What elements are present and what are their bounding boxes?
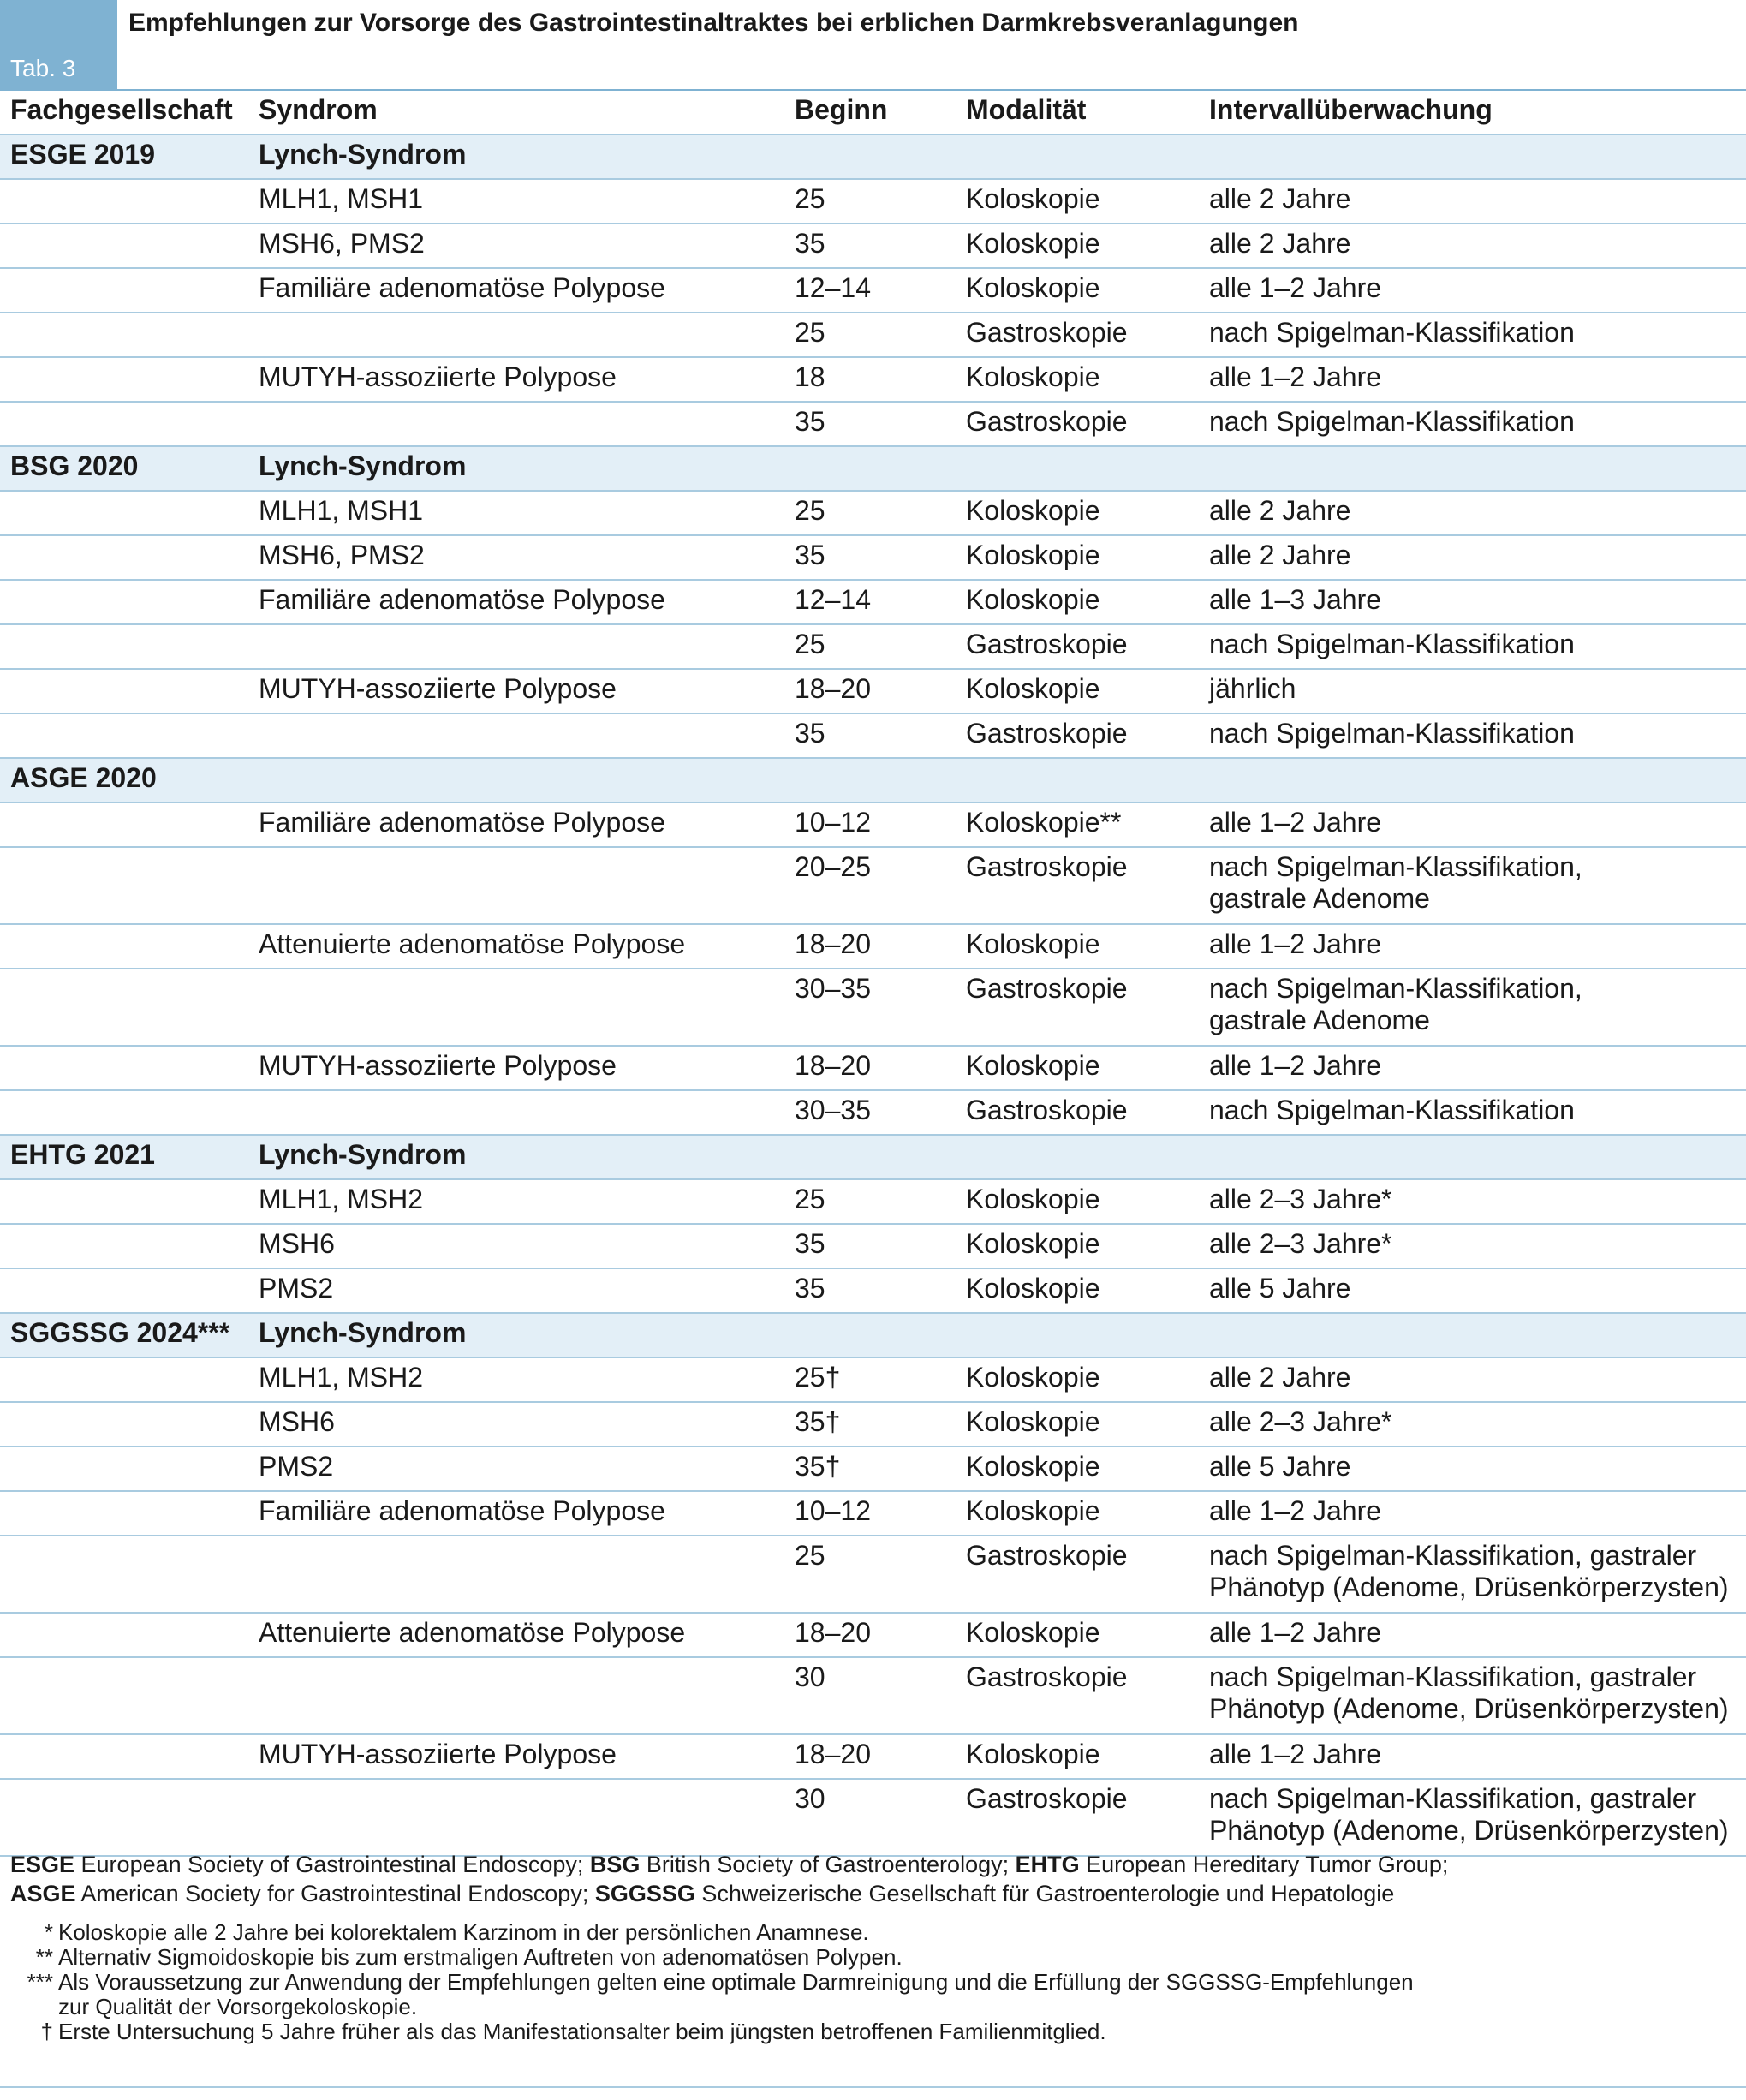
cell-modality: Gastroskopie (956, 1536, 1199, 1613)
cell-interval: nach Spigelman-Klassifikation (1199, 402, 1746, 446)
footnote-marker: ** (35, 1944, 53, 1970)
cell-syndrome: MSH6, PMS2 (248, 224, 784, 268)
cell-interval: alle 2–3 Jahre* (1199, 1402, 1746, 1447)
cell-interval: alle 2 Jahre (1199, 491, 1746, 535)
table-row (0, 802, 1746, 847)
table-group-row (0, 1313, 1746, 1357)
table-group-row (0, 446, 1746, 491)
cell-modality: Koloskopie (956, 1734, 1199, 1779)
cell-syndrome: MUTYH-assoziierte Polypose (248, 1734, 784, 1779)
cell-start: 30 (784, 1657, 956, 1734)
footnote (10, 1970, 1414, 2019)
table-header-row (0, 91, 1746, 134)
footnote-text: Koloskopie alle 2 Jahre bei kolorektalem Karzinom in der persönlichen Anamnese. (58, 1919, 869, 1945)
cell-modality: Koloskopie (956, 535, 1199, 580)
cell-interval (1199, 134, 1746, 179)
cell-modality: Koloskopie (956, 1268, 1199, 1313)
cell-society (0, 313, 248, 357)
cell-society (0, 580, 248, 624)
table-row (0, 1224, 1746, 1268)
cell-syndrome: MLH1, MSH2 (248, 1357, 784, 1402)
cell-society: BSG 2020 (0, 446, 248, 491)
table-row (0, 1734, 1746, 1779)
cell-modality: Koloskopie (956, 1402, 1199, 1447)
cell-society (0, 1779, 248, 1856)
cell-syndrome: Attenuierte adenomatöse Polypose (248, 924, 784, 969)
cell-society (0, 1734, 248, 1779)
cell-modality: Gastroskopie (956, 313, 1199, 357)
cell-start (784, 1135, 956, 1179)
cell-interval: nach Spigelman-Klassifikation, gastrale Adenome (1199, 847, 1746, 924)
cell-start: 25 (784, 491, 956, 535)
cell-start: 18–20 (784, 1613, 956, 1657)
cell-modality: Koloskopie (956, 1179, 1199, 1224)
cell-syndrome (248, 713, 784, 758)
header-start: Beginn (784, 91, 956, 134)
cell-interval: nach Spigelman-Klassifikation (1199, 313, 1746, 357)
table-row (0, 1402, 1746, 1447)
cell-interval: alle 2 Jahre (1199, 535, 1746, 580)
cell-interval: nach Spigelman-Klassifikation (1199, 624, 1746, 669)
cell-society (0, 1657, 248, 1734)
cell-society: ASGE 2020 (0, 758, 248, 802)
cell-syndrome (248, 402, 784, 446)
bottom-divider (0, 2086, 1746, 2088)
cell-interval: alle 1–2 Jahre (1199, 1613, 1746, 1657)
cell-start: 25 (784, 1179, 956, 1224)
cell-society (0, 535, 248, 580)
cell-society (0, 402, 248, 446)
footnote-text: Erste Untersuchung 5 Jahre früher als das Manifestationsalter beim jüngsten betroffenen Familienmitglied. (58, 2019, 1106, 2044)
cell-syndrome: Familiäre adenomatöse Polypose (248, 268, 784, 313)
cell-modality: Gastroskopie (956, 969, 1199, 1046)
footnote-marker: † (40, 2019, 53, 2044)
cell-syndrome: MUTYH-assoziierte Polypose (248, 1046, 784, 1090)
cell-start (784, 134, 956, 179)
footnote-text: Alternativ Sigmoidoskopie bis zum erstmaligen Auftreten von adenomatösen Polypen. (58, 1944, 903, 1970)
cell-start: 35† (784, 1402, 956, 1447)
header-modality: Modalität (956, 91, 1199, 134)
cell-modality (956, 1135, 1199, 1179)
table-row (0, 1447, 1746, 1491)
table-group-row (0, 134, 1746, 179)
cell-start: 35 (784, 224, 956, 268)
table-number-badge (0, 0, 117, 89)
cell-syndrome: Familiäre adenomatöse Polypose (248, 1491, 784, 1536)
cell-syndrome (248, 847, 784, 924)
table-body (0, 134, 1746, 1856)
cell-modality (956, 1313, 1199, 1357)
cell-modality: Gastroskopie (956, 1090, 1199, 1135)
cell-modality: Gastroskopie (956, 847, 1199, 924)
table-row (0, 1491, 1746, 1536)
cell-syndrome: Lynch-Syndrom (248, 134, 784, 179)
cell-syndrome (248, 1657, 784, 1734)
cell-start: 30–35 (784, 1090, 956, 1135)
abbreviation-term: ASGE (10, 1881, 76, 1906)
table-row (0, 313, 1746, 357)
cell-start: 35 (784, 713, 956, 758)
abbreviation-term: SGGSSG (594, 1881, 695, 1906)
cell-modality: Koloskopie (956, 580, 1199, 624)
table-row (0, 1536, 1746, 1613)
cell-interval (1199, 1313, 1746, 1357)
cell-society (0, 1090, 248, 1135)
cell-society (0, 1357, 248, 1402)
cell-modality: Koloskopie (956, 924, 1199, 969)
cell-start: 20–25 (784, 847, 956, 924)
cell-society (0, 179, 248, 224)
cell-interval: alle 1–2 Jahre (1199, 357, 1746, 402)
cell-interval: alle 2 Jahre (1199, 1357, 1746, 1402)
cell-interval (1199, 446, 1746, 491)
header-syndrome: Syndrom (248, 91, 784, 134)
table-group-row (0, 758, 1746, 802)
cell-interval: alle 1–2 Jahre (1199, 802, 1746, 847)
footnote-marker: *** (27, 1969, 53, 1995)
cell-syndrome: Attenuierte adenomatöse Polypose (248, 1613, 784, 1657)
cell-interval: nach Spigelman-Klassifikation, gastraler Phänotyp (Adenome, Drüsenkörperzysten) (1199, 1536, 1746, 1613)
cell-modality: Gastroskopie (956, 713, 1199, 758)
table-row (0, 1613, 1746, 1657)
cell-modality: Koloskopie (956, 1224, 1199, 1268)
abbreviation-term: ESGE (10, 1852, 75, 1877)
abbreviation-definition: American Society for Gastrointestinal Endoscopy; (75, 1881, 595, 1906)
table-row (0, 624, 1746, 669)
cell-society: SGGSSG 2024*** (0, 1313, 248, 1357)
cell-syndrome: MLH1, MSH1 (248, 491, 784, 535)
cell-start: 35 (784, 535, 956, 580)
table-row (0, 268, 1746, 313)
cell-modality: Koloskopie (956, 1046, 1199, 1090)
cell-interval: nach Spigelman-Klassifikation, gastraler Phänotyp (Adenome, Drüsenkörperzysten) (1199, 1657, 1746, 1734)
table-row (0, 1268, 1746, 1313)
table-number-label: Tab. 3 (10, 55, 76, 81)
footnote (10, 2019, 1414, 2044)
cell-society (0, 669, 248, 713)
cell-interval: alle 1–2 Jahre (1199, 1046, 1746, 1090)
recommendations-table (0, 91, 1746, 1857)
cell-modality: Koloskopie (956, 1447, 1199, 1491)
cell-start (784, 758, 956, 802)
cell-syndrome: MUTYH-assoziierte Polypose (248, 669, 784, 713)
table-row (0, 1046, 1746, 1090)
cell-society (0, 1447, 248, 1491)
footnotes (10, 1920, 1414, 2044)
table-row (0, 969, 1746, 1046)
table-row (0, 224, 1746, 268)
cell-start: 18–20 (784, 1734, 956, 1779)
cell-start: 18–20 (784, 1046, 956, 1090)
footnote-text: Als Voraussetzung zur Anwendung der Empfehlungen gelten eine optimale Darmreinigung und die Erfüllung der SGGSSG-Empfehlungen zur Qualität der Vorsorgekoloskopie. (58, 1969, 1414, 2019)
cell-start: 25 (784, 313, 956, 357)
abbreviation-term: BSG (589, 1852, 641, 1877)
abbreviation-definition: British Society of Gastroenterology; (640, 1852, 1016, 1877)
table-row (0, 1090, 1746, 1135)
table-group-row (0, 1135, 1746, 1179)
table-row (0, 924, 1746, 969)
table-row (0, 580, 1746, 624)
cell-modality: Koloskopie (956, 1613, 1199, 1657)
cell-interval: nach Spigelman-Klassifikation (1199, 1090, 1746, 1135)
cell-start: 25 (784, 179, 956, 224)
cell-modality: Koloskopie (956, 357, 1199, 402)
cell-interval: alle 1–2 Jahre (1199, 924, 1746, 969)
cell-modality: Gastroskopie (956, 1779, 1199, 1856)
cell-syndrome: Lynch-Syndrom (248, 446, 784, 491)
cell-interval: alle 1–2 Jahre (1199, 1734, 1746, 1779)
cell-syndrome: Familiäre adenomatöse Polypose (248, 802, 784, 847)
cell-modality (956, 446, 1199, 491)
cell-society (0, 1613, 248, 1657)
cell-society (0, 1046, 248, 1090)
cell-interval: alle 1–2 Jahre (1199, 1491, 1746, 1536)
cell-modality: Koloskopie (956, 491, 1199, 535)
cell-interval: alle 2–3 Jahre* (1199, 1179, 1746, 1224)
cell-syndrome: MUTYH-assoziierte Polypose (248, 357, 784, 402)
cell-interval: alle 2 Jahre (1199, 179, 1746, 224)
abbreviation-definition: European Society of Gastrointestinal Endoscopy; (74, 1852, 590, 1877)
cell-start: 25† (784, 1357, 956, 1402)
cell-syndrome: MLH1, MSH2 (248, 1179, 784, 1224)
table-row (0, 402, 1746, 446)
footnote-marker: * (44, 1919, 53, 1945)
footnote (10, 1945, 1414, 1970)
cell-society (0, 224, 248, 268)
cell-start (784, 1313, 956, 1357)
table-row (0, 357, 1746, 402)
table-row (0, 1779, 1746, 1856)
table-row (0, 1357, 1746, 1402)
cell-modality: Koloskopie (956, 669, 1199, 713)
cell-start: 12–14 (784, 580, 956, 624)
cell-start: 30–35 (784, 969, 956, 1046)
cell-society (0, 969, 248, 1046)
cell-start: 35 (784, 1224, 956, 1268)
cell-society: ESGE 2019 (0, 134, 248, 179)
table-row (0, 491, 1746, 535)
cell-society (0, 624, 248, 669)
cell-society (0, 268, 248, 313)
cell-interval: jährlich (1199, 669, 1746, 713)
cell-syndrome: Familiäre adenomatöse Polypose (248, 580, 784, 624)
cell-start: 12–14 (784, 268, 956, 313)
cell-syndrome (248, 758, 784, 802)
cell-start: 35† (784, 1447, 956, 1491)
cell-syndrome (248, 1536, 784, 1613)
cell-syndrome: Lynch-Syndrom (248, 1135, 784, 1179)
cell-start: 35 (784, 1268, 956, 1313)
table-row (0, 847, 1746, 924)
cell-society (0, 491, 248, 535)
cell-syndrome: PMS2 (248, 1268, 784, 1313)
abbreviation-term: EHTG (1015, 1852, 1080, 1877)
abbreviations-line-1 (10, 1850, 1448, 1879)
cell-interval: nach Spigelman-Klassifikation (1199, 713, 1746, 758)
cell-society (0, 924, 248, 969)
cell-start (784, 446, 956, 491)
cell-society (0, 1536, 248, 1613)
cell-syndrome (248, 969, 784, 1046)
cell-syndrome (248, 1090, 784, 1135)
cell-modality: Koloskopie (956, 224, 1199, 268)
cell-modality: Koloskopie (956, 1357, 1199, 1402)
abbreviations-line-2 (10, 1879, 1448, 1908)
cell-modality: Koloskopie (956, 1491, 1199, 1536)
cell-start: 25 (784, 624, 956, 669)
cell-modality: Gastroskopie (956, 1657, 1199, 1734)
cell-society (0, 802, 248, 847)
cell-syndrome: MLH1, MSH1 (248, 179, 784, 224)
cell-start: 10–12 (784, 802, 956, 847)
header-society: Fachgesellschaft (0, 91, 248, 134)
cell-modality: Koloskopie (956, 179, 1199, 224)
table-row (0, 713, 1746, 758)
cell-interval: alle 5 Jahre (1199, 1447, 1746, 1491)
cell-society (0, 1179, 248, 1224)
cell-society (0, 1268, 248, 1313)
cell-society (0, 1491, 248, 1536)
table-row (0, 1179, 1746, 1224)
cell-syndrome (248, 624, 784, 669)
cell-syndrome (248, 1779, 784, 1856)
cell-start: 25 (784, 1536, 956, 1613)
cell-modality: Gastroskopie (956, 624, 1199, 669)
cell-syndrome: PMS2 (248, 1447, 784, 1491)
cell-syndrome (248, 313, 784, 357)
cell-modality (956, 134, 1199, 179)
cell-modality: Koloskopie (956, 268, 1199, 313)
cell-interval: alle 1–2 Jahre (1199, 268, 1746, 313)
cell-syndrome: MSH6 (248, 1402, 784, 1447)
cell-start: 18–20 (784, 924, 956, 969)
cell-interval: nach Spigelman-Klassifikation, gastrale Adenome (1199, 969, 1746, 1046)
cell-syndrome: MSH6 (248, 1224, 784, 1268)
abbreviation-definition: Schweizerische Gesellschaft für Gastroenterologie und Hepatologie (694, 1881, 1395, 1906)
cell-interval: alle 5 Jahre (1199, 1268, 1746, 1313)
cell-syndrome: MSH6, PMS2 (248, 535, 784, 580)
cell-society (0, 1402, 248, 1447)
cell-start: 30 (784, 1779, 956, 1856)
cell-start: 10–12 (784, 1491, 956, 1536)
cell-interval: nach Spigelman-Klassifikation, gastraler Phänotyp (Adenome, Drüsenkörperzysten) (1199, 1779, 1746, 1856)
abbreviation-definition: European Hereditary Tumor Group; (1079, 1852, 1449, 1877)
cell-society (0, 713, 248, 758)
cell-society: EHTG 2021 (0, 1135, 248, 1179)
cell-modality (956, 758, 1199, 802)
cell-syndrome: Lynch-Syndrom (248, 1313, 784, 1357)
table-row (0, 179, 1746, 224)
cell-interval: alle 2–3 Jahre* (1199, 1224, 1746, 1268)
table-row (0, 535, 1746, 580)
cell-modality: Gastroskopie (956, 402, 1199, 446)
cell-society (0, 847, 248, 924)
cell-society (0, 1224, 248, 1268)
cell-start: 18–20 (784, 669, 956, 713)
table-row (0, 1657, 1746, 1734)
abbreviations (10, 1850, 1448, 1908)
table-title: Empfehlungen zur Vorsorge des Gastrointestinaltraktes bei erblichen Darmkrebsveranlagungen (128, 9, 1299, 37)
cell-interval: alle 2 Jahre (1199, 224, 1746, 268)
cell-interval (1199, 1135, 1746, 1179)
footnote (10, 1920, 1414, 1945)
cell-modality: Koloskopie** (956, 802, 1199, 847)
cell-start: 18 (784, 357, 956, 402)
table-row (0, 669, 1746, 713)
cell-interval: alle 1–3 Jahre (1199, 580, 1746, 624)
cell-society (0, 357, 248, 402)
header-interval: Intervallüberwachung (1199, 91, 1746, 134)
cell-interval (1199, 758, 1746, 802)
cell-start: 35 (784, 402, 956, 446)
